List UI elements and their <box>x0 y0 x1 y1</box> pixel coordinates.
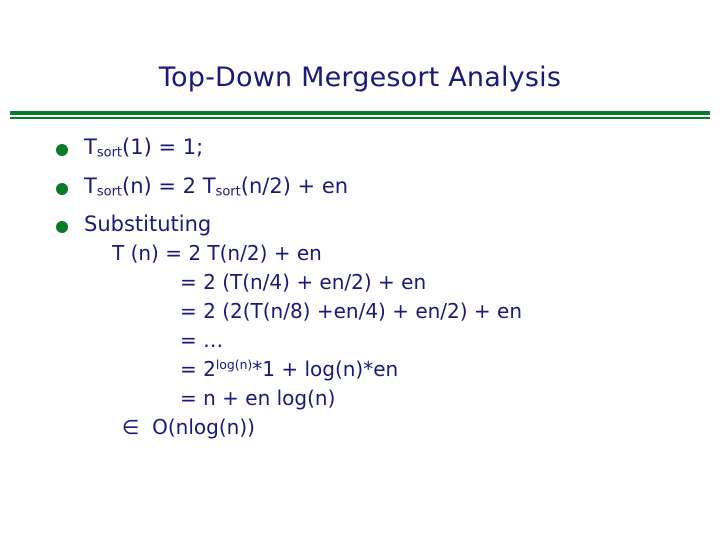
slide-body <box>56 134 706 453</box>
base-case-expression: (1) = 1; <box>122 135 204 159</box>
recurrence-expression-2: (n/2) + en <box>240 173 349 198</box>
base-case-symbol: T <box>84 135 97 159</box>
bullet-item-base-case <box>56 134 706 162</box>
bullet-item-recurrence <box>56 173 706 201</box>
bullet-dot-icon <box>56 183 68 195</box>
derivation-line-3: = 2 (2(T(n/8) +en/4) + en/2) + en <box>180 299 523 324</box>
derivation-line-7: ∈ O(nlog(n)) <box>122 415 255 440</box>
bullet-text-base-case <box>84 134 706 162</box>
recurrence-subscript: sort <box>96 183 123 199</box>
bullet-dot-icon <box>56 144 68 156</box>
bullet-dot-icon <box>56 221 68 233</box>
title-divider <box>10 111 710 119</box>
derivation-line-1: T (n) = 2 T(n/2) + en <box>112 241 322 266</box>
derivation-line-5-exponent: log(n) <box>215 357 253 373</box>
page-title: Top-Down Mergesort Analysis <box>158 62 562 93</box>
recurrence-subscript-2: sort <box>215 183 241 199</box>
divider-line-thin <box>10 117 710 119</box>
derivation-line-5-post: *1 + log(n)*en <box>252 357 399 382</box>
bullet-item-substituting <box>56 211 706 442</box>
derivation-line-4: = … <box>180 328 224 353</box>
recurrence-symbol: T <box>84 173 97 198</box>
derivation-line-5 <box>112 355 706 384</box>
bullet-text-recurrence <box>84 173 706 201</box>
substituting-label: Substituting <box>84 212 212 237</box>
derivation-line-2: = 2 (T(n/4) + en/2) + en <box>180 270 427 295</box>
bullet-text-substituting <box>84 211 706 442</box>
derivation-block <box>112 239 706 442</box>
derivation-line-6: = n + en log(n) <box>180 386 336 411</box>
base-case-subscript: sort <box>96 145 123 161</box>
derivation-line-5-pre: = 2 <box>180 357 216 382</box>
recurrence-expression: (n) = 2 T <box>122 173 216 198</box>
